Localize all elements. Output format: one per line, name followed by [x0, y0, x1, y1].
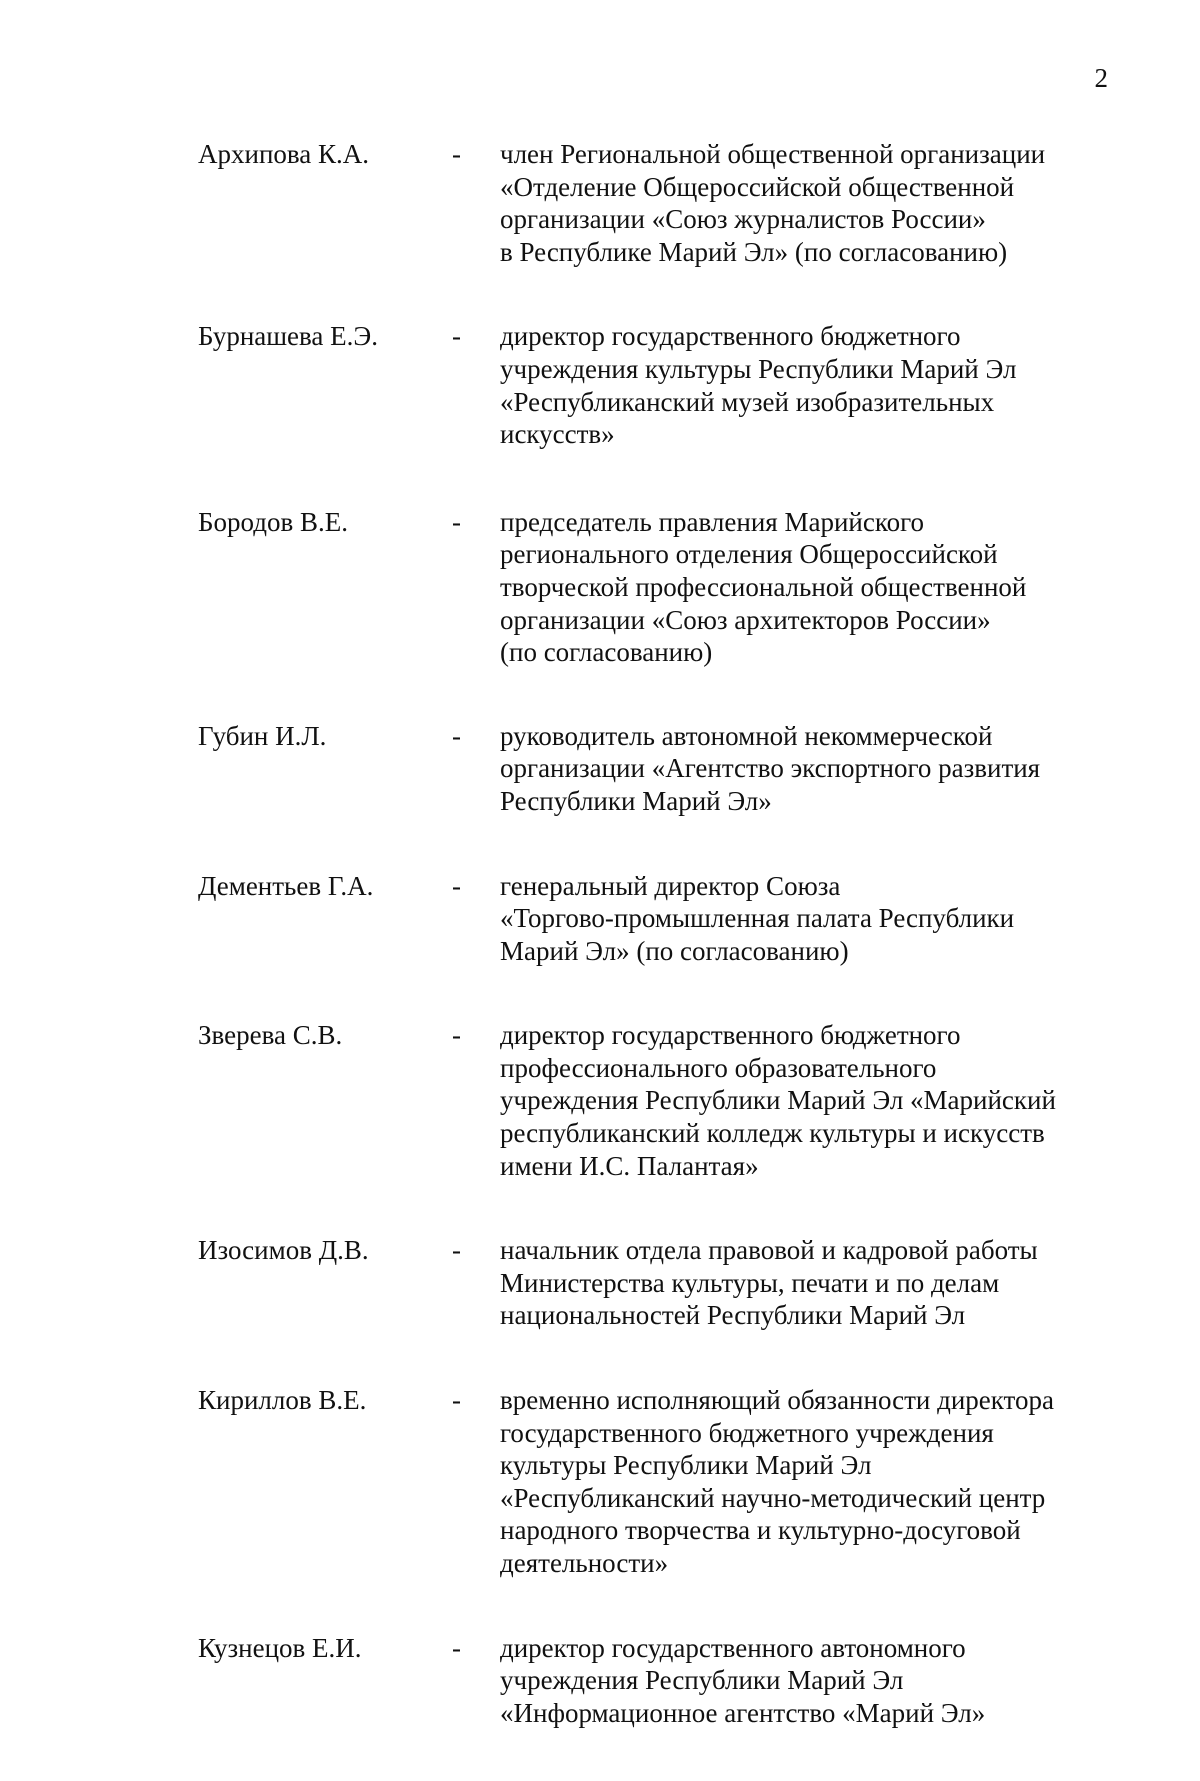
member-name: Кириллов В.Е.: [198, 1385, 367, 1416]
member-entry: [0, 320, 1200, 450]
member-dash: -: [452, 720, 461, 751]
member-name: Зверева С.В.: [198, 1020, 343, 1051]
member-entry: [0, 1019, 1200, 1182]
member-description: временно исполняющий обязанности директора государственного бюджетного учреждения культуры Республики Марий Эл «Республиканский научно-методический центр народного творчества и культурно-досуговой деятельности»: [500, 1385, 1054, 1578]
member-dash: -: [452, 1235, 461, 1266]
member-dash: -: [452, 321, 461, 352]
member-description: начальник отдела правовой и кадровой работы Министерства культуры, печати и по делам национальностей Республики Марий Эл: [500, 1235, 1038, 1331]
member-name: Губин И.Л.: [198, 720, 327, 751]
member-dash: -: [452, 506, 461, 537]
member-name: Кузнецов Е.И.: [198, 1632, 362, 1663]
member-entry: [0, 1384, 1200, 1580]
member-description: председатель правления Марийского регионального отделения Общероссийской творческой профессиональной общественной организации «Союз архитекторов России» (по согласованию): [500, 506, 1027, 668]
member-entry: [0, 1234, 1200, 1332]
member-entry: [0, 138, 1200, 268]
member-name: Архипова К.А.: [198, 139, 370, 169]
member-entry: [0, 1632, 1200, 1730]
member-dash: -: [452, 139, 461, 169]
member-dash: -: [452, 1632, 461, 1663]
member-dash: -: [452, 1385, 461, 1416]
member-description: генеральный директор Союза «Торгово-промышленная палата Республики Марий Эл» (по согласованию): [500, 870, 1015, 966]
member-description: руководитель автономной некоммерческой организации «Агентство экспортного развития Республики Марий Эл»: [500, 720, 1041, 816]
member-description: член Региональной общественной организации «Отделение Общероссийской общественной организации «Союз журналистов России» в Республике Марий Эл» (по согласованию): [500, 139, 1046, 267]
member-description: директор государственного бюджетного профессионального образовательного учреждения Республики Марий Эл «Марийский республиканский колледж культуры и искусств имени И.С. Палантая»: [500, 1020, 1056, 1181]
members-list: [0, 138, 1200, 1781]
member-name: Бородов В.Е.: [198, 506, 348, 537]
member-name: Бурнашева Е.Э.: [198, 321, 378, 352]
member-entry: [0, 870, 1200, 968]
page-number: 2: [1094, 63, 1108, 93]
member-description: директор государственного автономного учреждения Республики Марий Эл «Информационное агентство «Марий Эл»: [500, 1632, 986, 1728]
member-name: Изосимов Д.В.: [198, 1235, 369, 1266]
member-name: Дементьев Г.А.: [198, 870, 374, 901]
member-dash: -: [452, 1020, 461, 1051]
member-description: директор государственного бюджетного учреждения культуры Республики Марий Эл «Республиканский музей изобразительных искусств»: [500, 321, 1017, 450]
member-entry: [0, 720, 1200, 818]
member-entry: [0, 506, 1200, 669]
member-dash: -: [452, 870, 461, 901]
